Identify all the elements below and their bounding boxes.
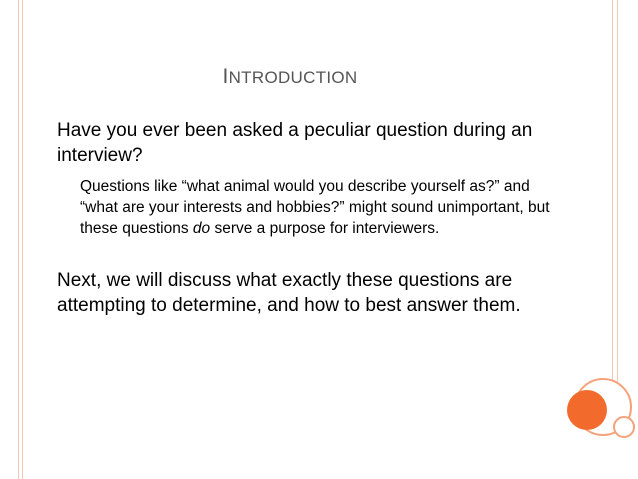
sub-bullet-text-italic: do [192,220,211,237]
frame-line-right-outer [617,0,618,395]
sub-bullet-text-after: serve a purpose for interviewers. [210,220,440,237]
decorative-circle-filled [567,390,607,430]
bullet-item-1 [37,118,557,168]
bullet-text-2: Next, we will discuss what exactly these questions are attempting to determine, and how to best answer them. [57,270,521,316]
title-rest: NTRODUCTION [228,68,358,87]
decorative-circle-small [613,416,635,438]
slide-title [0,65,580,89]
bullet-text-1: Have you ever been asked a peculiar question during an interview? [57,120,533,166]
bullet-item-2 [37,268,557,318]
sub-bullet-item-1 [60,176,560,239]
title-first-letter: I [222,65,229,88]
frame-line-right-inner [612,0,613,395]
sub-bullet-text-1 [60,176,560,239]
sub-bullet-text-before: Questions like “what animal would you describe yourself as?” and “what are your interests and hobbies?” might sound unimportant, but these questions [80,178,550,237]
